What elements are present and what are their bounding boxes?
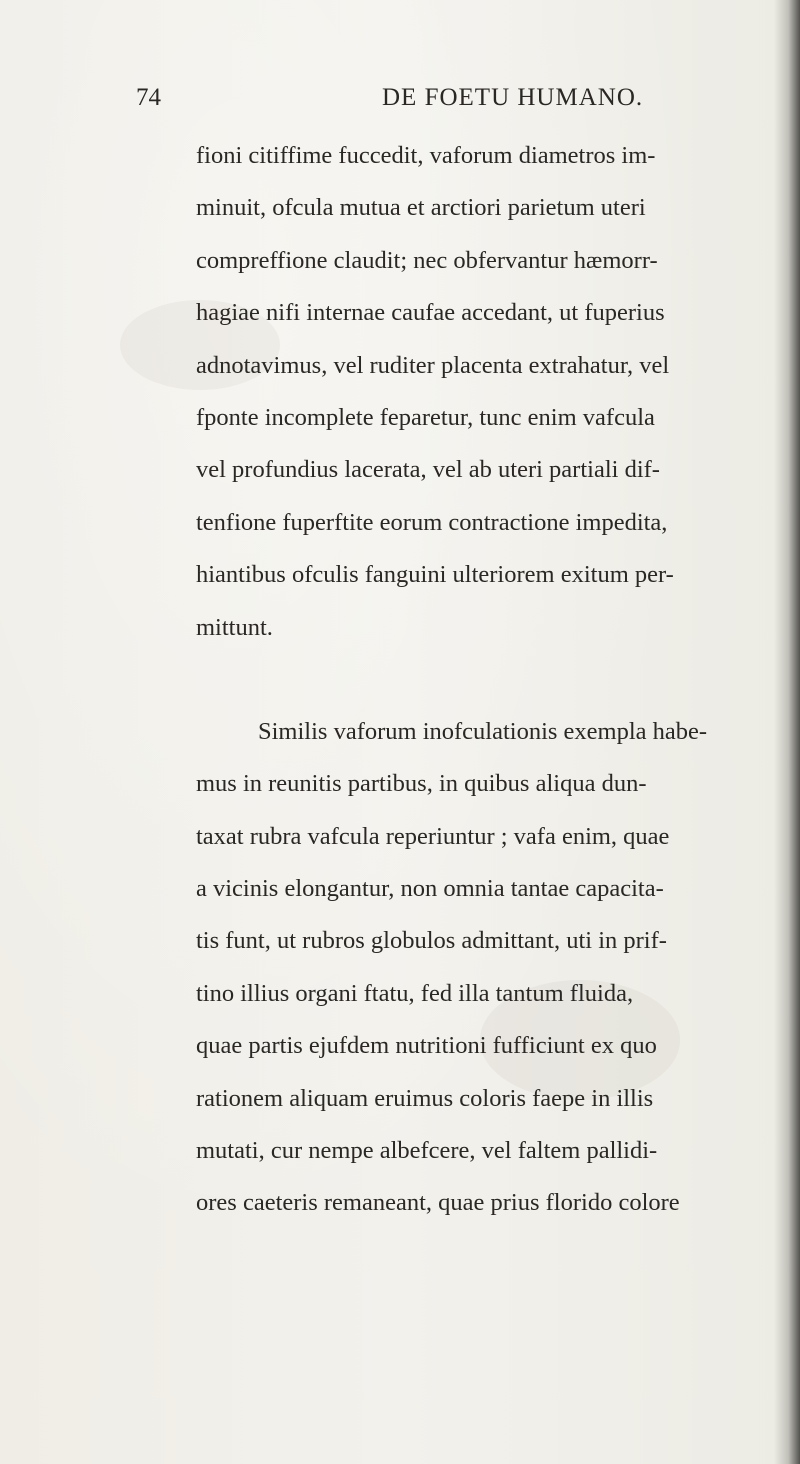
text-line: compreffione claudit; nec obfervantur hæmorr- bbox=[196, 246, 658, 274]
page-header bbox=[136, 84, 756, 124]
text-line: quae partis ejufdem nutritioni fufficiunt ex quo bbox=[196, 1032, 657, 1060]
text-line: hagiae nifi internae caufae accedant, ut fuperius bbox=[196, 299, 665, 327]
body-text bbox=[196, 130, 780, 1230]
paragraph-gap bbox=[196, 654, 780, 706]
text-line: tino illius organi ftatu, fed illa tantum fluida, bbox=[196, 979, 634, 1007]
text-line: mittunt. bbox=[196, 613, 273, 641]
text-line: adnotavimus, vel ruditer placenta extrahatur, vel bbox=[196, 351, 670, 379]
text-line: tenfione fuperftite eorum contractione impedita, bbox=[196, 508, 668, 536]
text-line: Similis vaforum inofculationis exempla habe- bbox=[258, 717, 708, 745]
text-line: vel profundius lacerata, vel ab uteri partiali dif- bbox=[196, 456, 660, 484]
running-head: DE FOETU HUMANO. bbox=[382, 84, 644, 111]
text-line: fioni citiffime fuccedit, vaforum diametros im- bbox=[196, 142, 656, 169]
paragraph-2 bbox=[196, 706, 780, 1230]
paragraph-1 bbox=[196, 130, 780, 654]
text-line: a vicinis elongantur, non omnia tantae capacita- bbox=[196, 875, 664, 903]
page-number: 74 bbox=[136, 84, 161, 111]
text-line: minuit, ofcula mutua et arctiori parietum uteri bbox=[196, 194, 646, 222]
text-line: rationem aliquam eruimus coloris faepe in illis bbox=[196, 1084, 654, 1112]
text-line: taxat rubra vafcula reperiuntur ; vafa enim, quae bbox=[196, 822, 670, 850]
text-line: mus in reunitis partibus, in quibus aliqua dun- bbox=[196, 770, 647, 798]
text-line: hiantibus ofculis fanguini ulteriorem exitum per- bbox=[196, 561, 674, 589]
page-edge-shadow bbox=[774, 0, 800, 1464]
text-line: tis funt, ut rubros globulos admittant, uti in prif- bbox=[196, 927, 667, 955]
text-line: mutati, cur nempe albefcere, vel faltem pallidi- bbox=[196, 1137, 658, 1165]
text-line: ores caeteris remaneant, quae prius florido colore bbox=[196, 1189, 680, 1217]
text-line: fponte incomplete feparetur, tunc enim vafcula bbox=[196, 403, 655, 431]
